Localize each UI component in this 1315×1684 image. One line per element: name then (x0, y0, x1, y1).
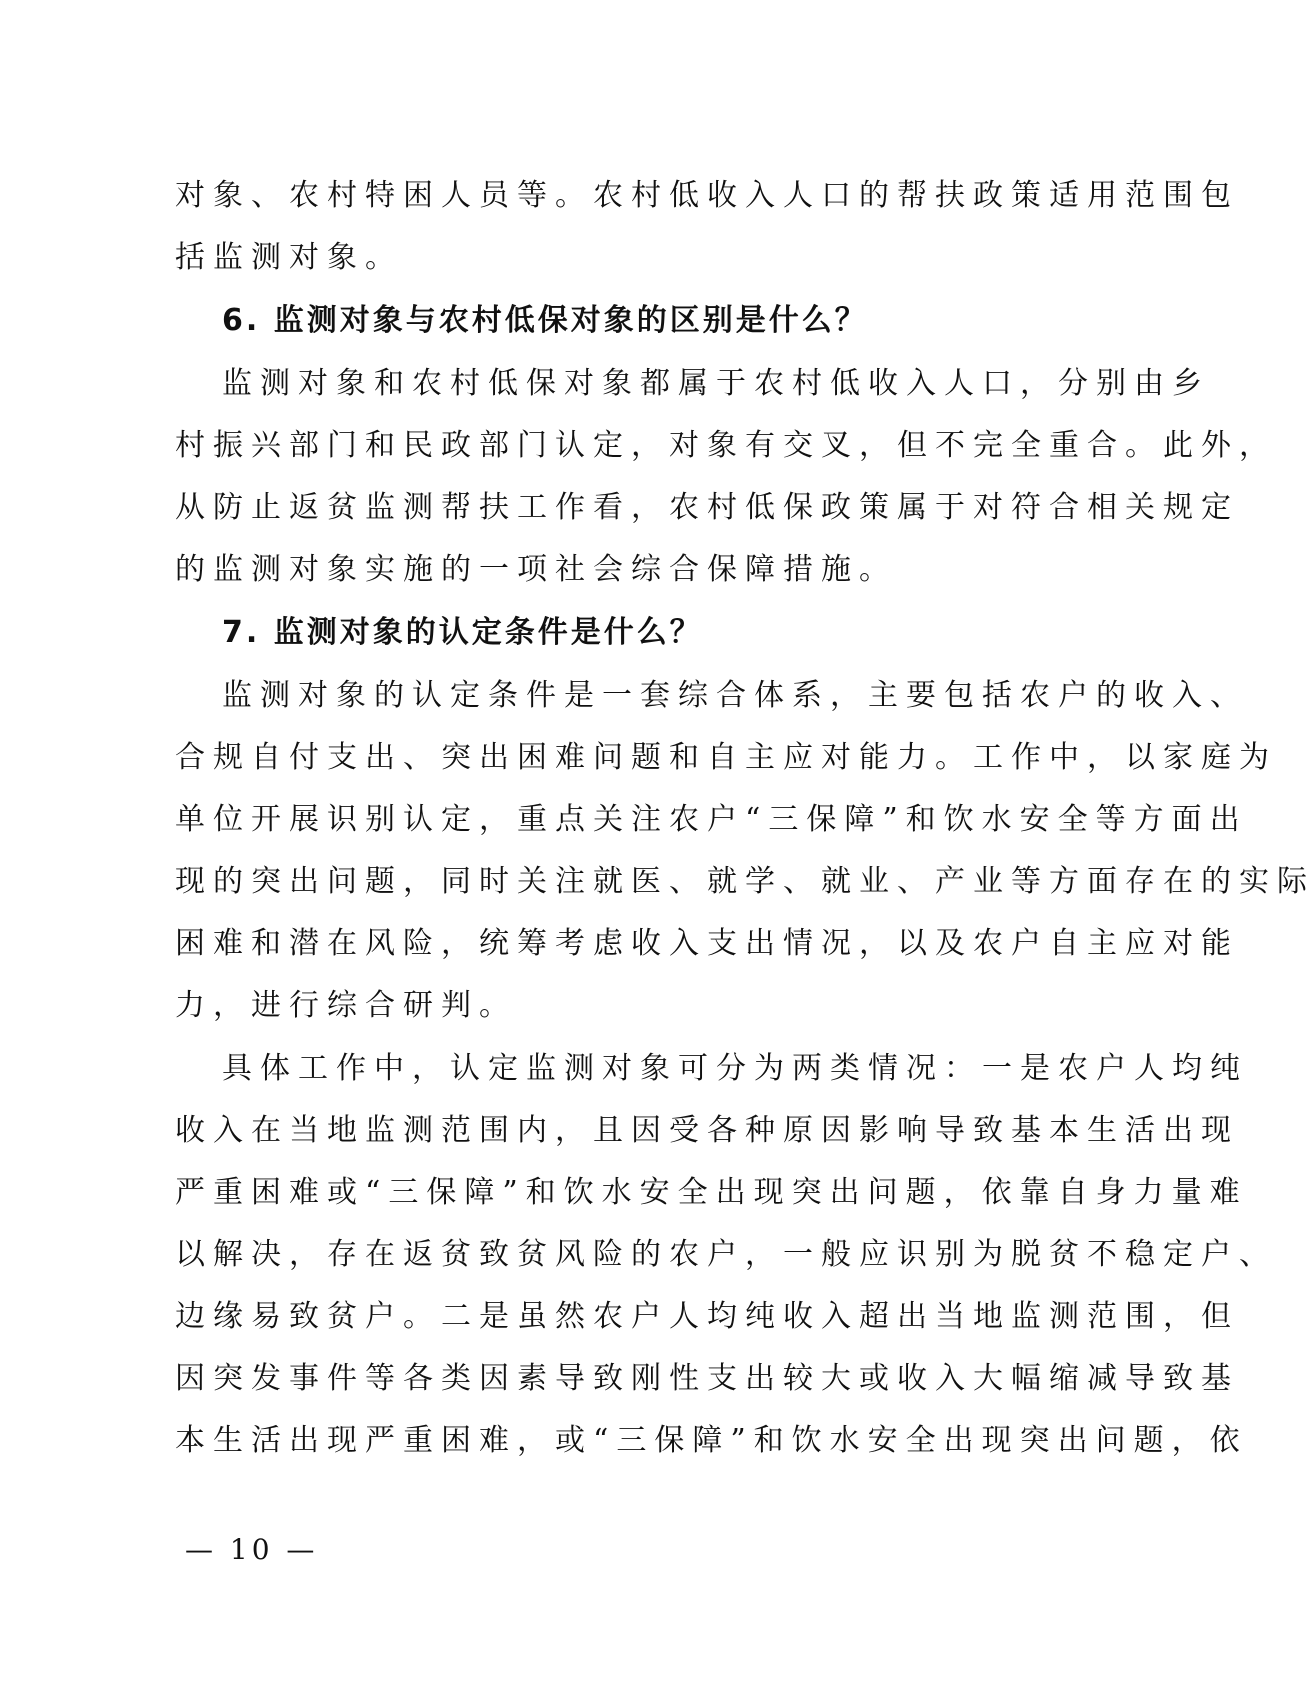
body-text-line: 现的突出问题，同时关注就医、就学、就业、产业等方面存在的实际 (175, 864, 1315, 899)
body-text-line: 严重困难或“三保障”和饮水安全出现突出问题，依靠自身力量难 (175, 1175, 1248, 1210)
body-text-line: 单位开展识别认定，重点关注农户“三保障”和饮水安全等方面出 (175, 802, 1248, 837)
body-text-line: 力，进行综合研判。 (175, 988, 517, 1023)
body-text-line: 因突发事件等各类因素导致刚性支出较大或收入大幅缩减导致基 (175, 1361, 1239, 1396)
section-heading-6: 6. 监测对象与农村低保对象的区别是什么？ (222, 303, 868, 338)
body-text-line: 括监测对象。 (175, 240, 403, 275)
body-text-line: 监测对象和农村低保对象都属于农村低收入人口，分别由乡 (222, 366, 1210, 401)
page-number: — 10 — (185, 1533, 319, 1566)
body-text-line: 本生活出现严重困难，或“三保障”和饮水安全出现突出问题，依 (175, 1423, 1248, 1458)
body-text-line: 边缘易致贫户。二是虽然农户人均纯收入超出当地监测范围，但 (175, 1299, 1239, 1334)
body-text-line: 从防止返贫监测帮扶工作看，农村低保政策属于对符合相关规定 (175, 490, 1239, 525)
body-text-line: 监测对象的认定条件是一套综合体系，主要包括农户的收入、 (222, 678, 1248, 713)
body-text-line: 以解决，存在返贫致贫风险的农户，一般应识别为脱贫不稳定户、 (175, 1237, 1277, 1272)
body-text-line: 困难和潜在风险，统筹考虑收入支出情况，以及农户自主应对能 (175, 926, 1239, 961)
body-text-line: 村振兴部门和民政部门认定，对象有交叉，但不完全重合。此外， (175, 428, 1277, 463)
body-text-line: 对象、农村特困人员等。农村低收入人口的帮扶政策适用范围包 (175, 178, 1239, 213)
body-text-line: 收入在当地监测范围内，且因受各种原因影响导致基本生活出现 (175, 1113, 1239, 1148)
body-text-line: 合规自付支出、突出困难问题和自主应对能力。工作中，以家庭为 (175, 740, 1277, 775)
body-text-line: 的监测对象实施的一项社会综合保障措施。 (175, 552, 897, 587)
body-text-line: 具体工作中，认定监测对象可分为两类情况：一是农户人均纯 (222, 1051, 1248, 1086)
section-heading-7: 7. 监测对象的认定条件是什么？ (222, 615, 703, 650)
